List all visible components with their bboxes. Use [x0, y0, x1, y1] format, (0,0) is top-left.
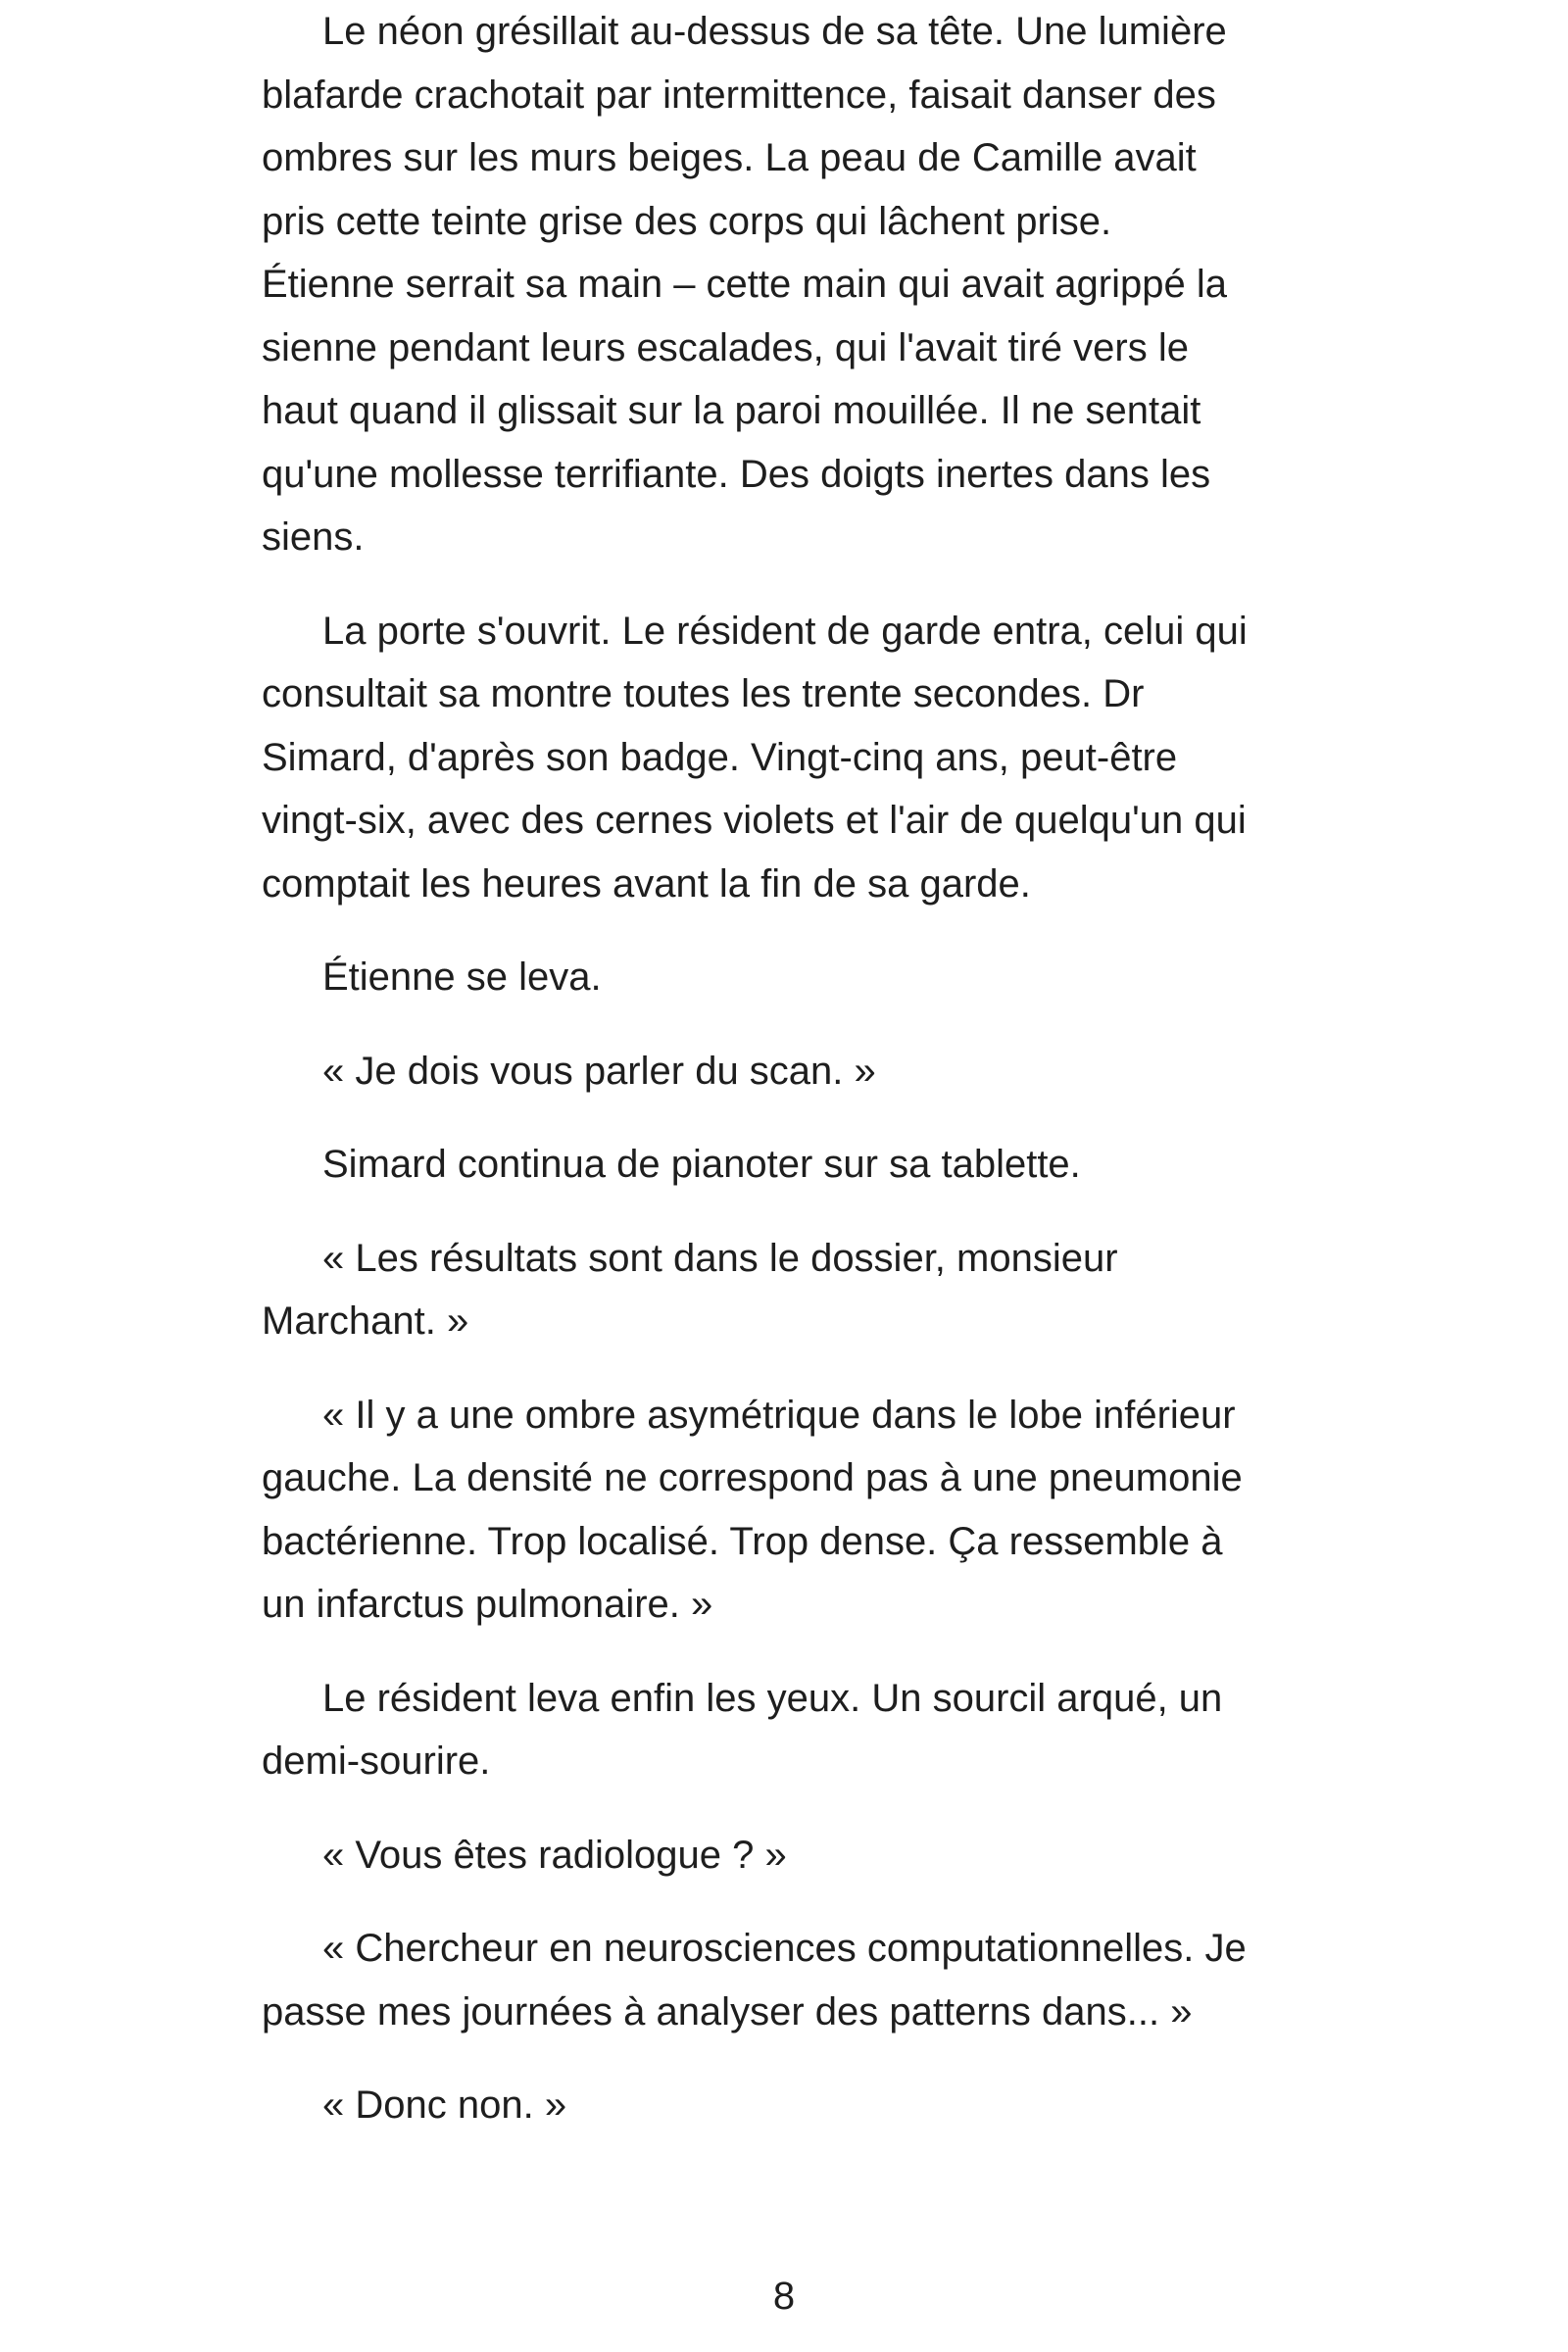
- paragraph: Étienne se leva.: [322, 956, 602, 999]
- paragraph: « Il y a une ombre asymétrique dans le lobe inférieur gauche. La densité ne correspond pas à une pneumonie bactérienne. Trop localisé. Trop dense. Ça ressemble à un infarctus pulmonaire. »: [262, 1393, 1243, 1626]
- paragraph: « Les résultats sont dans le dossier, monsieur Marchant. »: [262, 1236, 1118, 1343]
- paragraph: « Je dois vous parler du scan. »: [322, 1049, 876, 1093]
- page-body: [262, 0, 1312, 2168]
- paragraph: Le résident leva enfin les yeux. Un sourcil arqué, un demi-sourire.: [262, 1676, 1223, 1783]
- paragraph: La porte s'ouvrit. Le résident de garde entra, celui qui consultait sa montre toutes les trente secondes. Dr Simard, d'après son badge. Vingt-cinq ans, peut-être vingt-six, avec des cernes violets et l'air de quelqu'un qui comptait les heures avant la fin de sa garde.: [262, 609, 1248, 906]
- paragraph: « Chercheur en neurosciences computationnelles. Je passe mes journées à analyser des patterns dans... »: [262, 1927, 1247, 2034]
- page-number: 8: [772, 2275, 796, 2318]
- paragraph: Simard continua de pianoter sur sa tablette.: [322, 1143, 1081, 1186]
- paragraph: « Donc non. »: [322, 2083, 567, 2127]
- paragraph: Le néon grésillait au-dessus de sa tête. Une lumière blafarde crachotait par intermittence, faisait danser des ombres sur les murs beiges. La peau de Camille avait pris cette teinte grise des corps qui lâchent prise. Étienne serrait sa main – cette main qui avait agrippé la sienne pendant leurs escalades, qui l'avait tiré vers le haut quand il glissait sur la paroi mouillée. Il ne sentait qu'une mollesse terrifiante. Des doigts inertes dans les siens.: [262, 10, 1227, 559]
- paragraph: « Vous êtes radiologue ? »: [322, 1833, 787, 1877]
